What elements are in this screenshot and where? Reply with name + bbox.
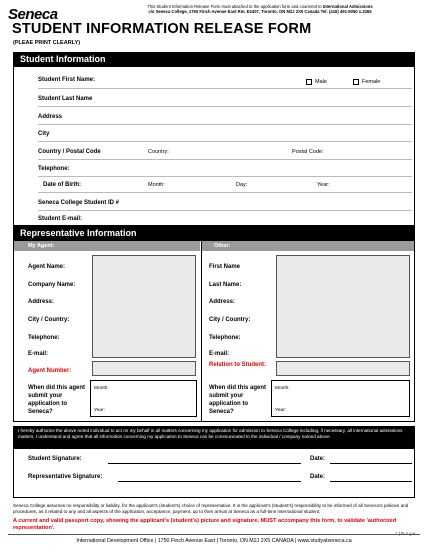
rep-info-heading: Representative Information — [13, 226, 415, 240]
agent-number-label: Agent Number: — [28, 368, 72, 374]
other-bar: Other: — [202, 241, 414, 251]
student-date-label: Date: — [310, 456, 326, 462]
relation-field[interactable] — [276, 361, 410, 376]
student-info-heading: Student Information — [13, 52, 415, 66]
address-line — [38, 124, 412, 125]
other-first-name-label: First Name — [209, 264, 241, 270]
other-year-label: Year: — [275, 408, 287, 413]
company-name-label: Company Name: — [28, 282, 76, 288]
telephone-line — [38, 176, 412, 177]
male-label: Male — [315, 79, 327, 85]
telephone-label: Telephone: — [38, 166, 70, 172]
relation-label: Relation to Student: — [209, 362, 266, 368]
other-address-label: Address: — [209, 299, 236, 305]
other-when-box[interactable] — [271, 380, 410, 417]
dob-line — [38, 192, 412, 193]
agent-city-country-label: City / Country: — [28, 317, 70, 323]
header-note-line2: c/o Seneca College, 1750 Finch Avenue East Rm. E2407, Toronto, ON M2J 2X5 Canada Tel: (416) 491-5050 x.3265 — [148, 9, 372, 15]
agent-when-label: When did this agent submit your application to Seneca? — [28, 385, 85, 415]
student-last-name-label: Student Last Name — [38, 96, 93, 102]
student-id-label: Seneca College Student ID # — [38, 200, 120, 206]
form-subtitle: (PLEAE PRINT CLEARLY) — [13, 40, 81, 46]
footer-divider — [8, 534, 420, 535]
student-id-line — [38, 210, 412, 211]
other-when-label: When did this agent submit your application to Seneca? — [209, 385, 266, 415]
male-checkbox[interactable] — [306, 79, 312, 85]
my-agent-bar: My Agent: — [14, 241, 200, 251]
rep-date-line[interactable] — [330, 481, 412, 482]
city-line — [38, 141, 412, 142]
female-label: Female — [362, 79, 381, 85]
student-date-line[interactable] — [330, 463, 412, 464]
other-info-field[interactable] — [276, 255, 410, 358]
rep-divider — [201, 240, 202, 422]
rep-signature-line[interactable] — [118, 481, 301, 482]
consent-statement: I hereby authorize the above noted individual to act on my behalf in all matters concerning my application for admission to Seneca College including, if necessary, all international admissions matters. I understand and agree that all information concerning my application to Seneca can be communicated to the individual / company named above. — [13, 426, 415, 448]
student-first-name-label: Student First Name: — [38, 77, 96, 83]
seneca-logo: Seneca — [8, 6, 58, 23]
female-checkbox[interactable] — [353, 79, 359, 85]
student-email-label: Student E-mail: — [38, 216, 83, 222]
rep-date-label: Date: — [310, 474, 326, 480]
country-label: Country: — [148, 149, 169, 155]
agent-month-label: Month: — [94, 386, 109, 391]
footer-address: International Development Office | 1750 Finch Avenue East | Toronto, ON M2J 2X5 CANADA | www.studyatseneca.ca — [76, 538, 352, 544]
agent-year-label: Year: — [94, 408, 106, 413]
dob-month-label: Month: — [148, 182, 165, 188]
rep-signature-label: Representative Signature: — [28, 474, 103, 480]
student-signature-label: Student Signature: — [28, 456, 82, 462]
agent-email-label: E-mail: — [28, 351, 49, 357]
agent-info-field[interactable] — [92, 255, 196, 358]
address-label: Address — [38, 114, 63, 120]
other-telephone-label: Telephone: — [209, 335, 241, 341]
other-last-name-label: Last Name: — [209, 282, 242, 288]
header-note — [100, 4, 420, 15]
first-name-line — [38, 88, 412, 89]
agent-number-field[interactable] — [92, 361, 196, 376]
dob-year-label: Year: — [317, 182, 330, 188]
dob-label: Date of Birth: — [43, 182, 81, 188]
dob-day-label: Day: — [236, 182, 248, 188]
last-name-line — [38, 106, 412, 107]
page-number: 1 | P a g e — [395, 531, 416, 536]
passport-warning: A current and valid passport copy, showing the applicant's (student's) picture and signature, MUST accompany this form, to validate 'authorized representation'. — [13, 518, 397, 531]
other-city-country-label: City / Country: — [209, 317, 251, 323]
agent-address-label: Address: — [28, 299, 55, 305]
form-title: STUDENT INFORMATION RELEASE FORM — [12, 21, 312, 37]
agent-telephone-label: Telephone: — [28, 335, 60, 341]
postal-code-label: Postal Code: — [292, 149, 324, 155]
country-line — [38, 159, 412, 160]
header-note-bold: International Admissions — [322, 4, 373, 9]
student-last-name-field[interactable] — [118, 94, 412, 104]
city-label: City — [38, 131, 50, 137]
disclaimer-text: Seneca College assumes no responsibility or liability, for the applicant's (student's) choice of representative. It is the applicant's (student's) responsibility to be informed of all Seneca's policies and procedures, as it related to any and all aspects of the application, acceptance, payment, up to their arrival at Seneca as a full-time international student. — [13, 503, 409, 514]
header-note-line1: This Student Information Release Form must attached to the application form and couriered to — [147, 4, 322, 9]
other-month-label: Month: — [275, 386, 290, 391]
other-email-label: E-mail: — [209, 351, 230, 357]
agent-name-label: Agent Name: — [28, 264, 66, 270]
student-signature-line[interactable] — [108, 463, 301, 464]
country-postal-label: Country / Postal Code — [38, 149, 101, 155]
